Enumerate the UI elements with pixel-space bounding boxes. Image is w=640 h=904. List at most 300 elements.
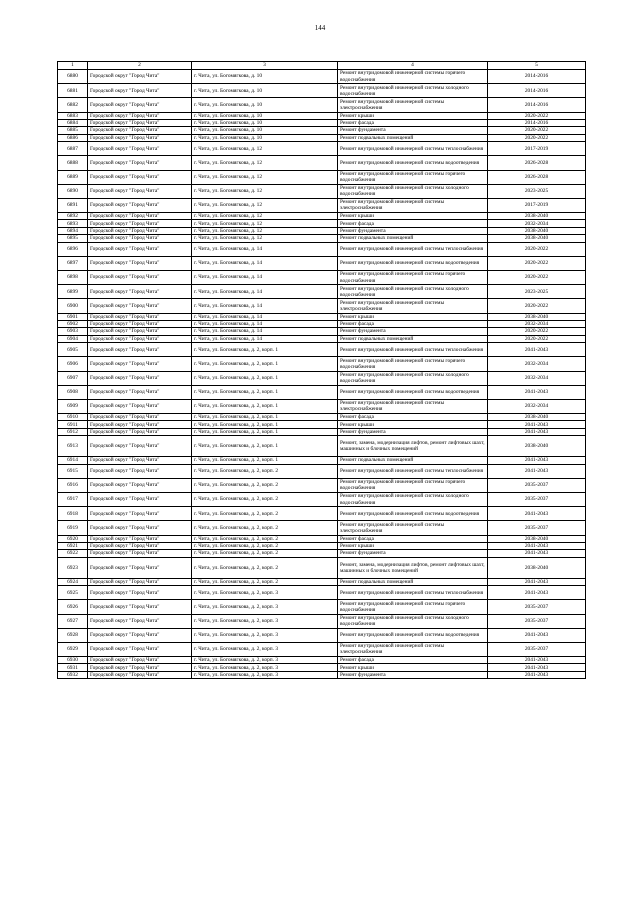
page-number: 144 bbox=[314, 24, 326, 32]
period-cell: 2026-2028 bbox=[488, 170, 586, 184]
table-row bbox=[58, 328, 586, 335]
row-number-cell: 6887 bbox=[58, 142, 88, 156]
period-cell: 2038-2040 bbox=[488, 235, 586, 242]
period-cell: 2041-2043 bbox=[488, 464, 586, 478]
address-cell: г. Чита, ул. Богомягкова, д. 12 bbox=[192, 170, 338, 184]
table-row bbox=[58, 299, 586, 313]
address-cell: г. Чита, ул. Богомягкова, д. 14 bbox=[192, 256, 338, 270]
municipality-cell: Городской округ "Город Чита" bbox=[88, 642, 192, 656]
row-number-cell: 6913 bbox=[58, 436, 88, 457]
table-row bbox=[58, 421, 586, 428]
table-row bbox=[58, 642, 586, 656]
address-cell: г. Чита, ул. Богомягкова, д. 2, корп. 2 bbox=[192, 535, 338, 542]
address-cell: г. Чита, ул. Богомягкова, д. 12 bbox=[192, 184, 338, 198]
municipality-cell: Городской округ "Город Чита" bbox=[88, 227, 192, 234]
address-cell: г. Чита, ул. Богомягкова, д. 12 bbox=[192, 198, 338, 212]
address-cell: г. Чита, ул. Богомягкова, д. 2, корп. 3 bbox=[192, 664, 338, 671]
municipality-cell: Городской округ "Город Чита" bbox=[88, 285, 192, 299]
table-row bbox=[58, 586, 586, 600]
period-cell: 2038-2040 bbox=[488, 436, 586, 457]
header-cell-3: 3 bbox=[192, 62, 338, 70]
table-row bbox=[58, 220, 586, 227]
row-number-cell: 6901 bbox=[58, 313, 88, 320]
row-number-cell: 6902 bbox=[58, 320, 88, 327]
work-type-cell: Ремонт подвальных помещений bbox=[338, 578, 488, 585]
row-number-cell: 6910 bbox=[58, 414, 88, 421]
work-type-cell: Ремонт фундамента bbox=[338, 227, 488, 234]
row-number-cell: 6896 bbox=[58, 242, 88, 256]
row-number-cell: 6928 bbox=[58, 628, 88, 642]
address-cell: г. Чита, ул. Богомягкова, д. 10 bbox=[192, 70, 338, 84]
work-type-cell: Ремонт фундамента bbox=[338, 550, 488, 557]
address-cell: г. Чита, ул. Богомягкова, д. 12 bbox=[192, 156, 338, 170]
municipality-cell: Городской округ "Город Чита" bbox=[88, 170, 192, 184]
period-cell: 2041-2043 bbox=[488, 578, 586, 585]
work-type-cell: Ремонт внутридомовой инженерной системы горячего водоснабжения bbox=[338, 170, 488, 184]
period-cell: 2035-2037 bbox=[488, 600, 586, 614]
period-cell: 2035-2037 bbox=[488, 493, 586, 507]
table-row bbox=[58, 478, 586, 492]
address-cell: г. Чита, ул. Богомягкова, д. 2, корп. 2 bbox=[192, 464, 338, 478]
municipality-cell: Городской округ "Город Чита" bbox=[88, 357, 192, 371]
work-type-cell: Ремонт внутридомовой инженерной системы горячего водоснабжения bbox=[338, 600, 488, 614]
row-number-cell: 6880 bbox=[58, 70, 88, 84]
row-number-cell: 6906 bbox=[58, 357, 88, 371]
municipality-cell: Городской округ "Город Чита" bbox=[88, 184, 192, 198]
table-row bbox=[58, 70, 586, 84]
address-cell: г. Чита, ул. Богомягкова, д. 2, корп. 1 bbox=[192, 414, 338, 421]
municipality-cell: Городской округ "Город Чита" bbox=[88, 256, 192, 270]
table-row bbox=[58, 142, 586, 156]
table-row bbox=[58, 84, 586, 98]
address-cell: г. Чита, ул. Богомягкова, д. 2, корп. 2 bbox=[192, 478, 338, 492]
period-cell: 2041-2043 bbox=[488, 664, 586, 671]
address-cell: г. Чита, ул. Богомягкова, д. 2, корп. 2 bbox=[192, 521, 338, 535]
row-number-cell: 6922 bbox=[58, 550, 88, 557]
period-cell: 2038-2040 bbox=[488, 313, 586, 320]
address-cell: г. Чита, ул. Богомягкова, д. 12 bbox=[192, 213, 338, 220]
row-number-cell: 6923 bbox=[58, 557, 88, 578]
work-type-cell: Ремонт внутридомовой инженерной системы горячего водоснабжения bbox=[338, 357, 488, 371]
row-number-cell: 6889 bbox=[58, 170, 88, 184]
header-cell-4: 4 bbox=[338, 62, 488, 70]
address-cell: г. Чита, ул. Богомягкова, д. 10 bbox=[192, 127, 338, 134]
municipality-cell: Городской округ "Город Чита" bbox=[88, 600, 192, 614]
row-number-cell: 6891 bbox=[58, 198, 88, 212]
period-cell: 2020-2022 bbox=[488, 299, 586, 313]
period-cell: 2041-2043 bbox=[488, 628, 586, 642]
table-row bbox=[58, 227, 586, 234]
work-type-cell: Ремонт внутридомовой инженерной системы горячего водоснабжения bbox=[338, 70, 488, 84]
work-type-cell: Ремонт внутридомовой инженерной системы теплоснабжения bbox=[338, 343, 488, 357]
municipality-cell: Городской округ "Город Чита" bbox=[88, 119, 192, 126]
table-row bbox=[58, 184, 586, 198]
work-type-cell: Ремонт внутридомовой инженерной системы электроснабжения bbox=[338, 521, 488, 535]
municipality-cell: Городской округ "Город Чита" bbox=[88, 320, 192, 327]
address-cell: г. Чита, ул. Богомягкова, д. 12 bbox=[192, 235, 338, 242]
address-cell: г. Чита, ул. Богомягкова, д. 2, корп. 1 bbox=[192, 436, 338, 457]
work-type-cell: Ремонт внутридомовой инженерной системы водоотведения bbox=[338, 156, 488, 170]
row-number-cell: 6885 bbox=[58, 127, 88, 134]
municipality-cell: Городской округ "Город Чита" bbox=[88, 235, 192, 242]
work-type-cell: Ремонт внутридомовой инженерной системы теплоснабжения bbox=[338, 242, 488, 256]
municipality-cell: Городской округ "Город Чита" bbox=[88, 464, 192, 478]
table-row bbox=[58, 371, 586, 385]
address-cell: г. Чита, ул. Богомягкова, д. 10 bbox=[192, 119, 338, 126]
period-cell: 2041-2043 bbox=[488, 586, 586, 600]
table-row bbox=[58, 112, 586, 119]
address-cell: г. Чита, ул. Богомягкова, д. 2, корп. 2 bbox=[192, 507, 338, 521]
period-cell: 2041-2043 bbox=[488, 507, 586, 521]
address-cell: г. Чита, ул. Богомягкова, д. 14 bbox=[192, 299, 338, 313]
period-cell: 2041-2043 bbox=[488, 657, 586, 664]
address-cell: г. Чита, ул. Богомягкова, д. 10 bbox=[192, 134, 338, 141]
work-type-cell: Ремонт подвальных помещений bbox=[338, 335, 488, 342]
municipality-cell: Городской округ "Город Чита" bbox=[88, 399, 192, 413]
table-row bbox=[58, 357, 586, 371]
table-row bbox=[58, 457, 586, 464]
row-number-cell: 6882 bbox=[58, 98, 88, 112]
period-cell: 2038-2040 bbox=[488, 213, 586, 220]
row-number-cell: 6900 bbox=[58, 299, 88, 313]
work-type-cell: Ремонт внутридомовой инженерной системы электроснабжения bbox=[338, 642, 488, 656]
table-row bbox=[58, 507, 586, 521]
work-type-cell: Ремонт фасада bbox=[338, 119, 488, 126]
address-cell: г. Чита, ул. Богомягкова, д. 2, корп. 2 bbox=[192, 557, 338, 578]
municipality-cell: Городской округ "Город Чита" bbox=[88, 535, 192, 542]
row-number-cell: 6920 bbox=[58, 535, 88, 542]
address-cell: г. Чита, ул. Богомягкова, д. 14 bbox=[192, 328, 338, 335]
address-cell: г. Чита, ул. Богомягкова, д. 14 bbox=[192, 320, 338, 327]
municipality-cell: Городской округ "Город Чита" bbox=[88, 198, 192, 212]
municipality-cell: Городской округ "Город Чита" bbox=[88, 328, 192, 335]
table-row bbox=[58, 535, 586, 542]
table-row bbox=[58, 343, 586, 357]
address-cell: г. Чита, ул. Богомягкова, д. 14 bbox=[192, 285, 338, 299]
work-type-cell: Ремонт подвальных помещений bbox=[338, 457, 488, 464]
municipality-cell: Городской округ "Город Чита" bbox=[88, 127, 192, 134]
municipality-cell: Городской округ "Город Чита" bbox=[88, 414, 192, 421]
row-number-cell: 6886 bbox=[58, 134, 88, 141]
address-cell: г. Чита, ул. Богомягкова, д. 2, корп. 1 bbox=[192, 371, 338, 385]
municipality-cell: Городской округ "Город Чита" bbox=[88, 371, 192, 385]
municipality-cell: Городской округ "Город Чита" bbox=[88, 586, 192, 600]
period-cell: 2032-2034 bbox=[488, 399, 586, 413]
work-type-cell: Ремонт фундамента bbox=[338, 428, 488, 435]
row-number-cell: 6895 bbox=[58, 235, 88, 242]
table-row bbox=[58, 320, 586, 327]
period-cell: 2035-2037 bbox=[488, 478, 586, 492]
address-cell: г. Чита, ул. Богомягкова, д. 12 bbox=[192, 227, 338, 234]
municipality-cell: Городской округ "Город Чита" bbox=[88, 98, 192, 112]
period-cell: 2014-2016 bbox=[488, 119, 586, 126]
address-cell: г. Чита, ул. Богомягкова, д. 12 bbox=[192, 142, 338, 156]
municipality-cell: Городской округ "Город Чита" bbox=[88, 507, 192, 521]
address-cell: г. Чита, ул. Богомягкова, д. 2, корп. 3 bbox=[192, 642, 338, 656]
row-number-cell: 6898 bbox=[58, 271, 88, 285]
work-type-cell: Ремонт внутридомовой инженерной системы электроснабжения bbox=[338, 98, 488, 112]
municipality-cell: Городской округ "Город Чита" bbox=[88, 557, 192, 578]
table-row bbox=[58, 134, 586, 141]
period-cell: 2014-2016 bbox=[488, 84, 586, 98]
row-number-cell: 6892 bbox=[58, 213, 88, 220]
period-cell: 2020-2022 bbox=[488, 328, 586, 335]
period-cell: 2017-2019 bbox=[488, 142, 586, 156]
period-cell: 2023-2025 bbox=[488, 285, 586, 299]
row-number-cell: 6929 bbox=[58, 642, 88, 656]
municipality-cell: Городской округ "Город Чита" bbox=[88, 436, 192, 457]
row-number-cell: 6927 bbox=[58, 614, 88, 628]
municipality-cell: Городской округ "Город Чита" bbox=[88, 156, 192, 170]
address-cell: г. Чита, ул. Богомягкова, д. 2, корп. 3 bbox=[192, 657, 338, 664]
table-row bbox=[58, 385, 586, 399]
work-type-cell: Ремонт внутридомовой инженерной системы холодного водоснабжения bbox=[338, 84, 488, 98]
work-type-cell: Ремонт фасада bbox=[338, 535, 488, 542]
table-row bbox=[58, 271, 586, 285]
work-type-cell: Ремонт подвальных помещений bbox=[338, 134, 488, 141]
table-row bbox=[58, 664, 586, 671]
municipality-cell: Городской округ "Город Чита" bbox=[88, 521, 192, 535]
work-type-cell: Ремонт внутридомовой инженерной системы холодного водоснабжения bbox=[338, 614, 488, 628]
municipality-cell: Городской округ "Город Чита" bbox=[88, 134, 192, 141]
work-type-cell: Ремонт фундамента bbox=[338, 328, 488, 335]
repair-schedule-table bbox=[57, 61, 586, 679]
table-row bbox=[58, 600, 586, 614]
table-row bbox=[58, 213, 586, 220]
municipality-cell: Городской округ "Город Чита" bbox=[88, 343, 192, 357]
row-number-cell: 6894 bbox=[58, 227, 88, 234]
address-cell: г. Чита, ул. Богомягкова, д. 2, корп. 1 bbox=[192, 428, 338, 435]
table-row bbox=[58, 436, 586, 457]
row-number-cell: 6932 bbox=[58, 671, 88, 678]
address-cell: г. Чита, ул. Богомягкова, д. 14 bbox=[192, 242, 338, 256]
header-cell-5: 5 bbox=[488, 62, 586, 70]
address-cell: г. Чита, ул. Богомягкова, д. 10 bbox=[192, 84, 338, 98]
row-number-cell: 6917 bbox=[58, 493, 88, 507]
work-type-cell: Ремонт фундамента bbox=[338, 127, 488, 134]
period-cell: 2020-2022 bbox=[488, 271, 586, 285]
address-cell: г. Чита, ул. Богомягкова, д. 10 bbox=[192, 112, 338, 119]
table-row bbox=[58, 521, 586, 535]
work-type-cell: Ремонт крыши bbox=[338, 313, 488, 320]
row-number-cell: 6915 bbox=[58, 464, 88, 478]
work-type-cell: Ремонт внутридомовой инженерной системы водоотведения bbox=[338, 628, 488, 642]
period-cell: 2041-2043 bbox=[488, 457, 586, 464]
work-type-cell: Ремонт внутридомовой инженерной системы холодного водоснабжения bbox=[338, 184, 488, 198]
work-type-cell: Ремонт фасада bbox=[338, 657, 488, 664]
municipality-cell: Городской округ "Город Чита" bbox=[88, 493, 192, 507]
row-number-cell: 6909 bbox=[58, 399, 88, 413]
table-row bbox=[58, 242, 586, 256]
table-row bbox=[58, 98, 586, 112]
period-cell: 2041-2043 bbox=[488, 343, 586, 357]
address-cell: г. Чита, ул. Богомягкова, д. 2, корп. 1 bbox=[192, 457, 338, 464]
period-cell: 2041-2043 bbox=[488, 421, 586, 428]
address-cell: г. Чита, ул. Богомягкова, д. 2, корп. 2 bbox=[192, 542, 338, 549]
row-number-cell: 6881 bbox=[58, 84, 88, 98]
table-row bbox=[58, 542, 586, 549]
period-cell: 2023-2025 bbox=[488, 184, 586, 198]
period-cell: 2038-2040 bbox=[488, 535, 586, 542]
table-row bbox=[58, 578, 586, 585]
row-number-cell: 6908 bbox=[58, 385, 88, 399]
period-cell: 2032-2034 bbox=[488, 371, 586, 385]
row-number-cell: 6912 bbox=[58, 428, 88, 435]
municipality-cell: Городской округ "Город Чита" bbox=[88, 220, 192, 227]
municipality-cell: Городской округ "Город Чита" bbox=[88, 428, 192, 435]
work-type-cell: Ремонт крыши bbox=[338, 213, 488, 220]
period-cell: 2041-2043 bbox=[488, 671, 586, 678]
table-body bbox=[58, 62, 586, 679]
address-cell: г. Чита, ул. Богомягкова, д. 2, корп. 3 bbox=[192, 600, 338, 614]
table-row bbox=[58, 235, 586, 242]
work-type-cell: Ремонт внутридомовой инженерной системы водоотведения bbox=[338, 385, 488, 399]
period-cell: 2035-2037 bbox=[488, 521, 586, 535]
table-row bbox=[58, 285, 586, 299]
period-cell: 2020-2022 bbox=[488, 127, 586, 134]
row-number-cell: 6883 bbox=[58, 112, 88, 119]
address-cell: г. Чита, ул. Богомягкова, д. 2, корп. 3 bbox=[192, 614, 338, 628]
municipality-cell: Городской округ "Город Чита" bbox=[88, 271, 192, 285]
row-number-cell: 6924 bbox=[58, 578, 88, 585]
table-row bbox=[58, 399, 586, 413]
row-number-cell: 6931 bbox=[58, 664, 88, 671]
period-cell: 2038-2040 bbox=[488, 557, 586, 578]
header-cell-1: 1 bbox=[58, 62, 88, 70]
header-cell-2: 2 bbox=[88, 62, 192, 70]
row-number-cell: 6890 bbox=[58, 184, 88, 198]
municipality-cell: Городской округ "Город Чита" bbox=[88, 542, 192, 549]
row-number-cell: 6919 bbox=[58, 521, 88, 535]
table-row bbox=[58, 550, 586, 557]
row-number-cell: 6916 bbox=[58, 478, 88, 492]
row-number-cell: 6897 bbox=[58, 256, 88, 270]
period-cell: 2020-2022 bbox=[488, 112, 586, 119]
work-type-cell: Ремонт внутридомовой инженерной системы электроснабжения bbox=[338, 299, 488, 313]
municipality-cell: Городской округ "Город Чита" bbox=[88, 213, 192, 220]
table-row bbox=[58, 414, 586, 421]
work-type-cell: Ремонт фасада bbox=[338, 414, 488, 421]
period-cell: 2038-2040 bbox=[488, 227, 586, 234]
row-number-cell: 6911 bbox=[58, 421, 88, 428]
work-type-cell: Ремонт внутридомовой инженерной системы горячего водоснабжения bbox=[338, 271, 488, 285]
work-type-cell: Ремонт внутридомовой инженерной системы холодного водоснабжения bbox=[338, 285, 488, 299]
municipality-cell: Городской округ "Город Чита" bbox=[88, 299, 192, 313]
row-number-cell: 6907 bbox=[58, 371, 88, 385]
municipality-cell: Городской округ "Город Чита" bbox=[88, 671, 192, 678]
table-row bbox=[58, 657, 586, 664]
row-number-cell: 6888 bbox=[58, 156, 88, 170]
period-cell: 2041-2043 bbox=[488, 550, 586, 557]
municipality-cell: Городской округ "Город Чита" bbox=[88, 664, 192, 671]
municipality-cell: Городской округ "Город Чита" bbox=[88, 242, 192, 256]
period-cell: 2020-2022 bbox=[488, 335, 586, 342]
period-cell: 2026-2028 bbox=[488, 156, 586, 170]
table-row bbox=[58, 428, 586, 435]
address-cell: г. Чита, ул. Богомягкова, д. 2, корп. 1 bbox=[192, 399, 338, 413]
work-type-cell: Ремонт подвальных помещений bbox=[338, 235, 488, 242]
address-cell: г. Чита, ул. Богомягкова, д. 10 bbox=[192, 98, 338, 112]
municipality-cell: Городской округ "Город Чита" bbox=[88, 457, 192, 464]
address-cell: г. Чита, ул. Богомягкова, д. 14 bbox=[192, 313, 338, 320]
work-type-cell: Ремонт внутридомовой инженерной системы теплоснабжения bbox=[338, 464, 488, 478]
address-cell: г. Чита, ул. Богомягкова, д. 2, корп. 1 bbox=[192, 343, 338, 357]
period-cell: 2020-2022 bbox=[488, 242, 586, 256]
municipality-cell: Городской округ "Город Чита" bbox=[88, 550, 192, 557]
work-type-cell: Ремонт фасада bbox=[338, 220, 488, 227]
municipality-cell: Городской округ "Город Чита" bbox=[88, 628, 192, 642]
work-type-cell: Ремонт внутридомовой инженерной системы теплоснабжения bbox=[338, 586, 488, 600]
period-cell: 2038-2040 bbox=[488, 414, 586, 421]
address-cell: г. Чита, ул. Богомягкова, д. 2, корп. 2 bbox=[192, 550, 338, 557]
period-cell: 2020-2022 bbox=[488, 134, 586, 141]
work-type-cell: Ремонт внутридомовой инженерной системы электроснабжения bbox=[338, 198, 488, 212]
table-row bbox=[58, 614, 586, 628]
row-number-cell: 6904 bbox=[58, 335, 88, 342]
period-cell: 2032-2034 bbox=[488, 220, 586, 227]
work-type-cell: Ремонт, замена, модернизация лифтов, ремонт лифтовых шахт, машинных и блочных помещений bbox=[338, 557, 488, 578]
row-number-cell: 6893 bbox=[58, 220, 88, 227]
row-number-cell: 6899 bbox=[58, 285, 88, 299]
table-row bbox=[58, 335, 586, 342]
work-type-cell: Ремонт фундамента bbox=[338, 671, 488, 678]
period-cell: 2041-2043 bbox=[488, 428, 586, 435]
municipality-cell: Городской округ "Город Чита" bbox=[88, 478, 192, 492]
table-row bbox=[58, 119, 586, 126]
table-row bbox=[58, 493, 586, 507]
work-type-cell: Ремонт крыши bbox=[338, 421, 488, 428]
municipality-cell: Городской округ "Город Чита" bbox=[88, 657, 192, 664]
work-type-cell: Ремонт внутридомовой инженерной системы водоотведения bbox=[338, 507, 488, 521]
table-row bbox=[58, 127, 586, 134]
municipality-cell: Городской округ "Город Чита" bbox=[88, 313, 192, 320]
municipality-cell: Городской округ "Город Чита" bbox=[88, 385, 192, 399]
address-cell: г. Чита, ул. Богомягкова, д. 2, корп. 3 bbox=[192, 628, 338, 642]
address-cell: г. Чита, ул. Богомягкова, д. 2, корп. 1 bbox=[192, 357, 338, 371]
period-cell: 2032-2034 bbox=[488, 357, 586, 371]
table-row bbox=[58, 464, 586, 478]
work-type-cell: Ремонт крыши bbox=[338, 664, 488, 671]
period-cell: 2014-2016 bbox=[488, 98, 586, 112]
table-row bbox=[58, 557, 586, 578]
row-number-cell: 6925 bbox=[58, 586, 88, 600]
table-row bbox=[58, 256, 586, 270]
municipality-cell: Городской округ "Город Чита" bbox=[88, 614, 192, 628]
address-cell: г. Чита, ул. Богомягкова, д. 12 bbox=[192, 220, 338, 227]
period-cell: 2017-2019 bbox=[488, 198, 586, 212]
address-cell: г. Чита, ул. Богомягкова, д. 2, корп. 1 bbox=[192, 385, 338, 399]
address-cell: г. Чита, ул. Богомягкова, д. 2, корп. 3 bbox=[192, 586, 338, 600]
row-number-cell: 6914 bbox=[58, 457, 88, 464]
period-cell: 2041-2043 bbox=[488, 542, 586, 549]
period-cell: 2035-2037 bbox=[488, 614, 586, 628]
row-number-cell: 6921 bbox=[58, 542, 88, 549]
period-cell: 2041-2043 bbox=[488, 385, 586, 399]
row-number-cell: 6884 bbox=[58, 119, 88, 126]
row-number-cell: 6926 bbox=[58, 600, 88, 614]
period-cell: 2014-2016 bbox=[488, 70, 586, 84]
municipality-cell: Городской округ "Город Чита" bbox=[88, 578, 192, 585]
row-number-cell: 6903 bbox=[58, 328, 88, 335]
row-number-cell: 6930 bbox=[58, 657, 88, 664]
table-row bbox=[58, 313, 586, 320]
period-cell: 2020-2022 bbox=[488, 256, 586, 270]
work-type-cell: Ремонт внутридомовой инженерной системы электроснабжения bbox=[338, 399, 488, 413]
municipality-cell: Городской округ "Город Чита" bbox=[88, 335, 192, 342]
municipality-cell: Городской округ "Город Чита" bbox=[88, 421, 192, 428]
column-number-header-row bbox=[58, 62, 586, 70]
table-row bbox=[58, 198, 586, 212]
